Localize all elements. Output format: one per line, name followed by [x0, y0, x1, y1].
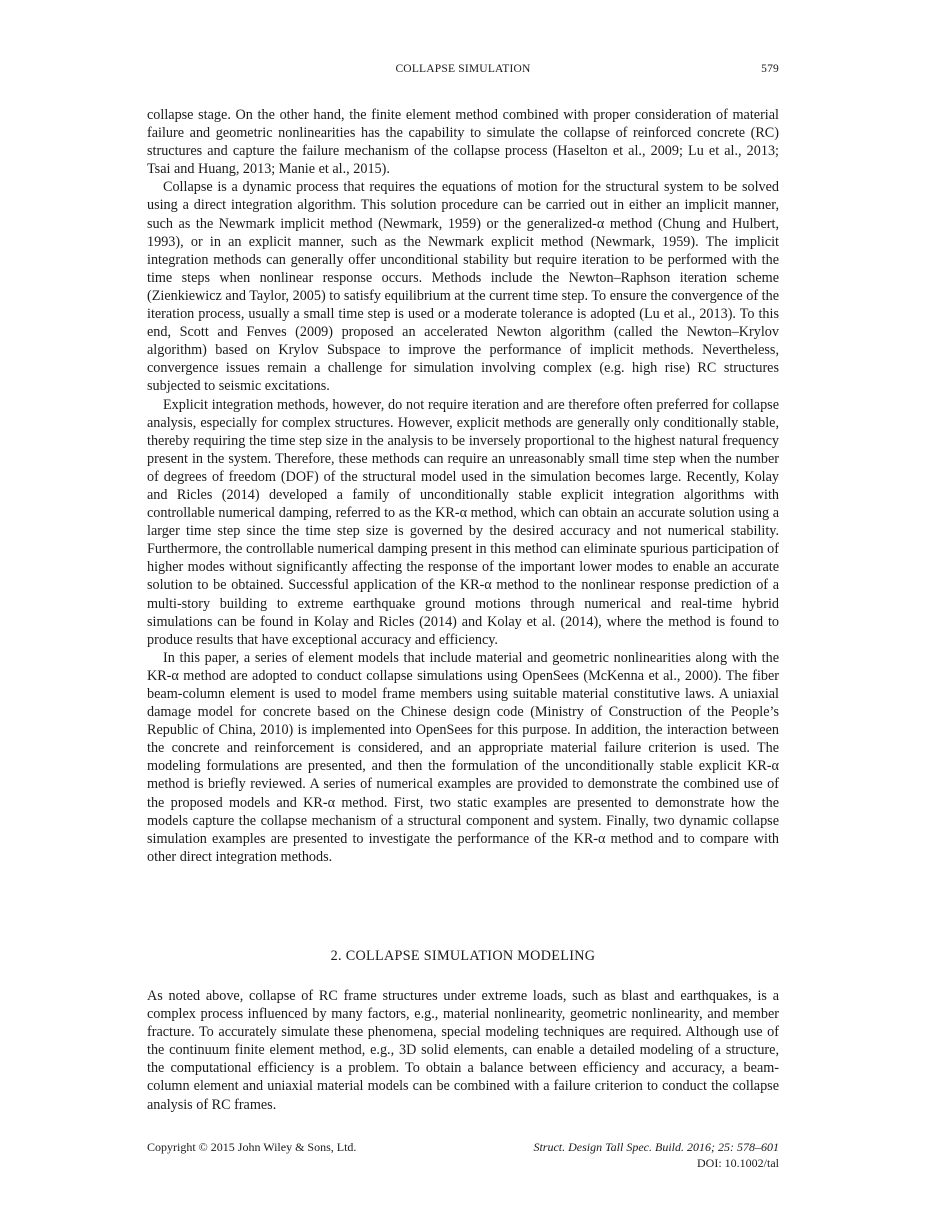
journal-citation: Struct. Design Tall Spec. Build. 2016; 25: 578–601 [533, 1140, 779, 1154]
doi: DOI: 10.1002/tal [697, 1156, 779, 1170]
running-title: COLLAPSE SIMULATION [395, 63, 531, 75]
section-heading: 2. COLLAPSE SIMULATION MODELING [330, 948, 596, 964]
copyright-notice: Copyright © 2015 John Wiley & Sons, Ltd. [147, 1140, 357, 1154]
paragraph-implicit-methods: Collapse is a dynamic process that requires the equations of motion for the structural system to be solved using a direct integration algorithm. This solution procedure can be carried out in either an implicit manner, such as the Newmark implicit method (Newmark, 1959) or the generalized-α method (Chung and Hulbert, 1993), or in an explicit manner, such as the Newmark explicit method (Newmark, 1959). The implicit integration methods can generally offer unconditional stability but require iteration to be performed with the time steps when nonlinear response occurs. Methods include the Newton–Raphson iteration scheme (Zienkiewicz and Taylor, 2005) to satisfy equilibrium at the current time step. To ensure the convergence of the iteration process, usually a small time step is used or a moderate tolerance is adopted (Lu et al., 2013). To this end, Scott and Fenves (2009) proposed an accelerated Newton algorithm (called the Newton–Krylov algorithm) based on Krylov Subspace to improve the performance of implicit methods. Nevertheless, convergence issues remain a challenge for simulation involving complex (e.g. high rise) RC structures subjected to seismic excitations. [147, 179, 779, 395]
paragraph-continuation: collapse stage. On the other hand, the finite element method combined with proper consideration of material failure and geometric nonlinearities has the capability to simulate the collapse of reinforced concrete (RC) structures and capture the failure mechanism of the collapse process (Haselton et al., 2009; Lu et al., 2013; Tsai and Huang, 2013; Manie et al., 2015). [147, 107, 779, 178]
page-number: 579 [761, 63, 779, 75]
body-text [147, 106, 779, 866]
section-body [147, 987, 779, 1114]
paragraph-this-paper: In this paper, a series of element models that include material and geometric nonlinearities along with the KR-α method are adopted to conduct collapse simulations using OpenSees (McKenna et al., 2000). The fiber beam-column element is used to model frame members using suitable material constitutive laws. A uniaxial damage model for concrete based on the Chinese design code (Ministry of Construction of the People’s Republic of China, 2010) is implemented into OpenSees for this purpose. In addition, the interaction between the concrete and reinforcement is considered, and an appropriate material failure criterion is used. The modeling formulations are presented, and then the formulation of the unconditionally stable explicit KR-α method is briefly reviewed. A series of numerical examples are provided to demonstrate the combined use of the proposed models and KR-α method. First, two static examples are presented to demonstrate how the models capture the collapse mechanism of a structural component and system. Finally, two dynamic collapse simulation examples are presented to investigate the performance of the KR-α method and to compare with other direct integration methods. [147, 649, 779, 865]
paragraph-explicit-methods: Explicit integration methods, however, do not require iteration and are therefore often preferred for collapse analysis, especially for complex structures. However, explicit methods are generally only conditionally stable, thereby requiring the time step size in the analysis to be inversely proportional to the highest natural frequency present in the system. Therefore, these methods can require an unreasonably small time step when the number of degrees of freedom (DOF) of the structural model used in the simulation becomes large. Recently, Kolay and Ricles (2014) developed a family of unconditionally stable explicit integration algorithms with controllable numerical damping, referred to as the KR-α method, which can obtain an accurate solution using a larger time step since the time step size is governed by the desired accuracy and not numerical stability. Furthermore, the controllable numerical damping present in this method can eliminate spurious participation of higher modes without significantly affecting the response of the important lower modes to enable an accurate solution to be obtained. Successful application of the KR-α method to the nonlinear response prediction of a multi-story building to extreme earthquake ground motions through numerical and real-time hybrid simulations can be found in Kolay and Ricles (2014) and Kolay et al. (2014), where the method is found to produce results that have exceptional accuracy and efficiency. [147, 396, 779, 648]
paragraph-section-2: As noted above, collapse of RC frame structures under extreme loads, such as blast and earthquakes, is a complex process influenced by many factors, e.g., material nonlinearity, geometric nonlinearity, and member fracture. To accurately simulate these phenomena, special modeling techniques are required. Although use of the continuum finite element method, e.g., 3D solid elements, can enable a detailed modeling of a structure, the computational efficiency is a problem. To obtain a balance between efficiency and accuracy, a beam-column element and uniaxial material models can be combined with a failure criterion to conduct the collapse analysis of RC frames. [147, 988, 779, 1113]
running-head [147, 63, 779, 81]
